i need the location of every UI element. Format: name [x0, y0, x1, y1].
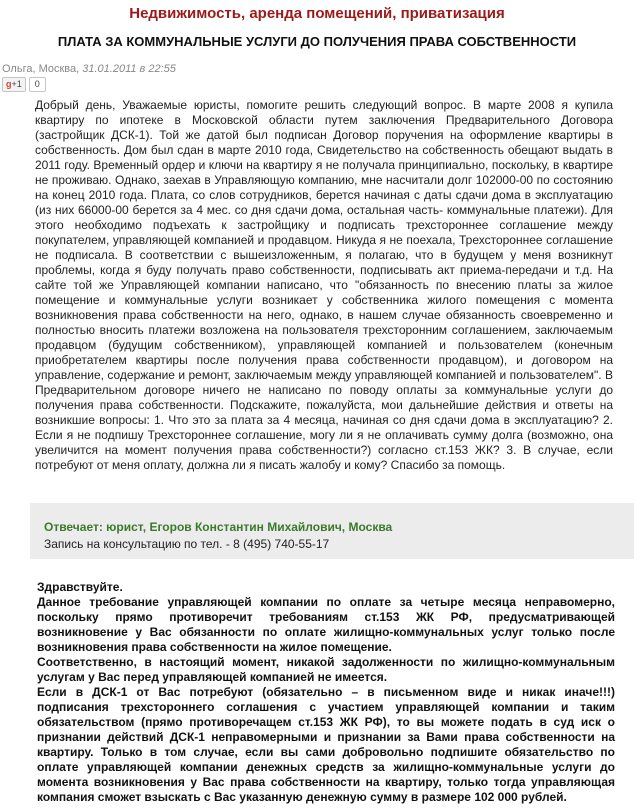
google-plus-icon: g	[6, 79, 12, 89]
answer-paragraph: Здравствуйте.	[37, 580, 123, 594]
post-date: 31.01.2011 в 22:55	[82, 63, 176, 75]
google-plus-button[interactable]	[2, 77, 26, 92]
answer-text	[37, 580, 615, 805]
answer-contact: Запись на консультацию по тел. - 8 (495) 740-55-17	[44, 537, 330, 551]
question-text: Добрый день, Уважаемые юристы, помогите решить следующий вопрос. В марте 2008 я купила квартиру по ипотеке в Московской области путем заключения Предварительного Договора (застройщик ДСК-1). Той же датой был подписан Договор поручения на оформление квартиры в собственность. Дом был сдан в марте 2010 года, Свидетельство на собственность обещают выдать в 2011 году. Временный ордер и ключи на квартиру я не получала принципиально, поскольку, в квартире не проживаю. Однако, заехав в Управляющую компанию, мне насчитали долг 102000-00 по состоянию на конец 2010 года. Плата, со слов сотрудников, берется начиная с даты сдачи дома в эксплуатацию (из них 66000-00 берется за 4 мес. со дня сдачи дома, остальная часть- коммунальные платежи). Для этого необходимо подъехать к застройщику и подписать трехстороннее соглашение между покупателем, управляющей компанией и продавцом. Никуда я не поехала, Трехстороннее соглашение не подписала. В соответствии с вышеизложенным, я полагаю, что в будущем у меня возникнут проблемы, когда я буду получать право собственности, подписывать акт приема-передачи и т.д. На сайте той же Управляющей компании написано, что "обязанность по внесению платы за жилое помещение и коммунальные услуги возникает у собственника жилого помещения с момента возникновения права собственности на него, однако, в нашем случае обязанность своевременно и полностью вносить платежи возложена на пользователя трехсторонним соглашением, заключаемым продавцом (будущим собственником), управляющей компанией и пользователем (конечным приобретателем квартиры после получения права собственности продавцом), и договором на управление, содержание и ремонт, заключаемым между управляющей компанией и пользователем". В Предварительном договоре ничего не написано по поводу оплаты за коммунальные услуги до получения права собственности. Подскажите, пожалуйста, мои дальнейшие действия и ответы на возникшие вопросы: 1. Что это за плата за 4 месяца, начиная со дня сдачи дома в эксплуатацию? 2. Если я не подпишу Трехстороннее соглашение, могу ли я не оплачивать сумму долга (возможно, она увеличится на момент получения права собственности?) согласно ст.153 ЖК? 3. В случае, если потребуют от меня оплату, должна ли я писать жалобу и кому? Спасибо за помощь.	[35, 98, 613, 472]
category-title: Недвижимость, аренда помещений, приватизация	[129, 5, 505, 22]
answer-paragraph: Если в ДСК-1 от Вас потребуют (обязательно – в письменном виде и никак иначе!!!) подписания трехстороннего соглашения с участием управляющей компании и таким обязательством (прямо противоречащем ст.153 ЖК РФ), то вы можете подать в суд иск о признании действий ДСК-1 неправомерными и признании за Вами права собственности на квартиру. Только в том случае, если вы сами добровольно подпишите обязательство по оплате управляющей компании денежных средств за жилищно-коммунальные услуги до момента возникновения у Вас права собственности на квартиру, только тогда управляющая компания сможет взыскать с Вас указанную денежную сумму в размере 102 000 рублей.	[37, 685, 615, 804]
share-bar	[2, 77, 46, 91]
answer-header	[30, 503, 634, 559]
answer-paragraph: Данное требование управляющей компании по оплате за четыре месяца неправомерно, поскольку прямо противоречит требованиям ст.153 ЖК РФ, предусматривающей возникновение у Вас обязанности по оплате жилищно-коммунальных услуг только после возникновения права собственности на жилое помещение.	[37, 595, 615, 654]
google-plus-label: +1	[11, 79, 22, 89]
author: Ольга, Москва,	[2, 63, 80, 75]
question-title: ПЛАТА ЗА КОММУНАЛЬНЫЕ УСЛУГИ ДО ПОЛУЧЕНИЯ ПРАВА СОБСТВЕННОСТИ	[57, 34, 577, 49]
answer-author: Отвечает: юрист, Егоров Константин Михайлович, Москва	[44, 520, 393, 534]
question-meta	[2, 63, 176, 75]
share-count: 0	[29, 77, 46, 92]
answer-paragraph: Соответственно, в настоящий момент, никакой задолженности по жилищно-коммунальным услугам у Вас перед управляющей компанией не имеется.	[37, 655, 615, 684]
